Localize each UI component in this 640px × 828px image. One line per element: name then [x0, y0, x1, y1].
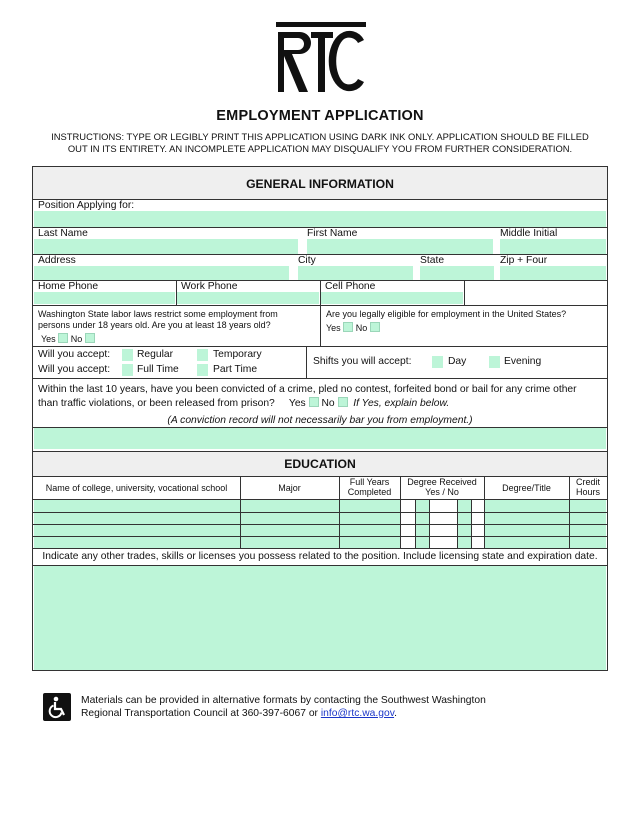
crime-question-line-2 — [38, 397, 449, 410]
eligible-yes-label: Yes — [326, 323, 341, 333]
cell-phone-field[interactable] — [321, 292, 463, 304]
last-name-field[interactable] — [34, 239, 298, 254]
other-skills-field[interactable] — [34, 566, 606, 670]
crime-yes-checkbox[interactable] — [309, 397, 319, 407]
shifts-label: Shifts you will accept: — [313, 356, 412, 367]
instructions-line-1: INSTRUCTIONS: TYPE OR LEGIBLY PRINT THIS APPLICATION USING DARK INK ONLY. APPLICATION SHOULD BE FILLED — [51, 131, 589, 142]
col-years-line-1: Full Years — [349, 477, 390, 487]
age-yes-no — [41, 333, 95, 345]
city-label: City — [298, 255, 316, 266]
crime-question-text: than traffic violations, or been released from prison? — [38, 398, 275, 409]
temporary-checkbox[interactable] — [197, 349, 208, 361]
col-degree-received-line-2: Yes / No — [425, 487, 459, 497]
wheelchair-accessibility-icon — [43, 693, 71, 721]
eligible-yes-no — [326, 322, 380, 334]
footer-line-1: Materials can be provided in alternative formats by contacting the Southwest Washington — [81, 695, 486, 706]
full-time-label: Full Time — [137, 364, 179, 375]
position-field[interactable] — [34, 211, 606, 227]
day-checkbox[interactable] — [432, 356, 443, 368]
accept-label-2: Will you accept: — [38, 364, 111, 375]
eligible-no-checkbox[interactable] — [370, 322, 380, 332]
instructions-line-2: OUT IN ITS ENTIRETY. AN INCOMPLETE APPLICATION MAY DISQUALIFY YOU FROM FURTHER CONSIDERATION. — [67, 143, 573, 154]
col-degree-received-line-1: Degree Received — [407, 477, 477, 487]
footer-period: . — [394, 708, 397, 719]
col-major-header: Major — [278, 483, 301, 493]
crime-explain-text: If Yes, explain below. — [353, 398, 450, 409]
eligible-yes-checkbox[interactable] — [343, 322, 353, 332]
instructions — [40, 131, 600, 155]
crime-no-label: No — [321, 398, 335, 409]
eligible-no-label: No — [355, 323, 368, 333]
rtc-logo — [274, 22, 368, 96]
work-phone-field[interactable] — [177, 292, 319, 304]
evening-label: Evening — [504, 356, 542, 367]
age-no-checkbox[interactable] — [85, 333, 95, 343]
address-field[interactable] — [34, 266, 289, 280]
work-phone-label: Work Phone — [181, 281, 238, 292]
middle-initial-label: Middle Initial — [500, 228, 558, 239]
age-yes-checkbox[interactable] — [58, 333, 68, 343]
state-field[interactable] — [420, 266, 494, 280]
crime-question-line-1: Within the last 10 years, have you been convicted of a crime, pled no contest, forfeited bond or bail for any crime other — [38, 384, 577, 395]
home-phone-label: Home Phone — [38, 281, 99, 292]
age-question-line-1: Washington State labor laws restrict some employment from — [38, 309, 278, 319]
last-name-label: Last Name — [38, 228, 88, 239]
address-label: Address — [38, 255, 76, 266]
middle-initial-field[interactable] — [500, 239, 606, 254]
col-degree-received-header — [400, 477, 484, 497]
cell-phone-label: Cell Phone — [325, 281, 376, 292]
conviction-explanation-field[interactable] — [34, 427, 606, 449]
col-school-header: Name of college, university, vocational school — [45, 483, 228, 493]
zip-label: Zip + Four — [500, 255, 548, 266]
footer-note — [81, 694, 521, 720]
crime-no-checkbox[interactable] — [338, 397, 348, 407]
accept-label-1: Will you accept: — [38, 349, 111, 360]
regular-checkbox[interactable] — [122, 349, 133, 361]
page-title: EMPLOYMENT APPLICATION — [216, 108, 424, 124]
evening-checkbox[interactable] — [489, 356, 500, 368]
home-phone-field[interactable] — [34, 292, 175, 304]
full-time-checkbox[interactable] — [122, 364, 133, 376]
col-credit-line-2: Hours — [575, 487, 600, 497]
general-information-heading: GENERAL INFORMATION — [246, 177, 394, 191]
part-time-checkbox[interactable] — [197, 364, 208, 376]
first-name-label: First Name — [307, 228, 358, 239]
part-time-label: Part Time — [213, 364, 258, 375]
temporary-label: Temporary — [213, 349, 262, 360]
crime-yes-label: Yes — [288, 398, 306, 409]
application-form — [32, 166, 608, 671]
eligible-question: Are you legally eligible for employment in the United States? — [326, 309, 567, 319]
education-heading: EDUCATION — [284, 457, 356, 471]
city-field[interactable] — [298, 266, 413, 280]
footer-line-2-text: Regional Transportation Council at 360-397-6067 or — [81, 708, 318, 719]
state-label: State — [420, 255, 445, 266]
col-credit-header — [569, 477, 607, 497]
col-degree-title-header: Degree/Title — [502, 483, 551, 493]
regular-label: Regular — [137, 349, 174, 360]
email-link[interactable]: info@rtc.wa.gov — [320, 708, 395, 719]
conviction-note: (A conviction record will not necessarily bar you from employment.) — [167, 415, 473, 426]
first-name-field[interactable] — [307, 239, 493, 254]
day-label: Day — [448, 356, 467, 367]
age-yes-label: Yes — [41, 334, 56, 344]
col-credit-line-1: Credit — [575, 477, 600, 487]
age-no-label: No — [70, 334, 83, 344]
col-years-header — [339, 477, 400, 497]
position-label: Position Applying for: — [38, 200, 135, 211]
col-years-line-2: Completed — [347, 487, 392, 497]
zip-field[interactable] — [500, 266, 606, 280]
age-question — [38, 309, 278, 331]
age-question-line-2: persons under 18 years old. Are you at least 18 years old? — [38, 320, 271, 330]
other-skills-label: Indicate any other trades, skills or licenses you possess related to the position. Include licensing state and expiration date. — [42, 551, 598, 562]
footer-line-2 — [81, 707, 521, 720]
